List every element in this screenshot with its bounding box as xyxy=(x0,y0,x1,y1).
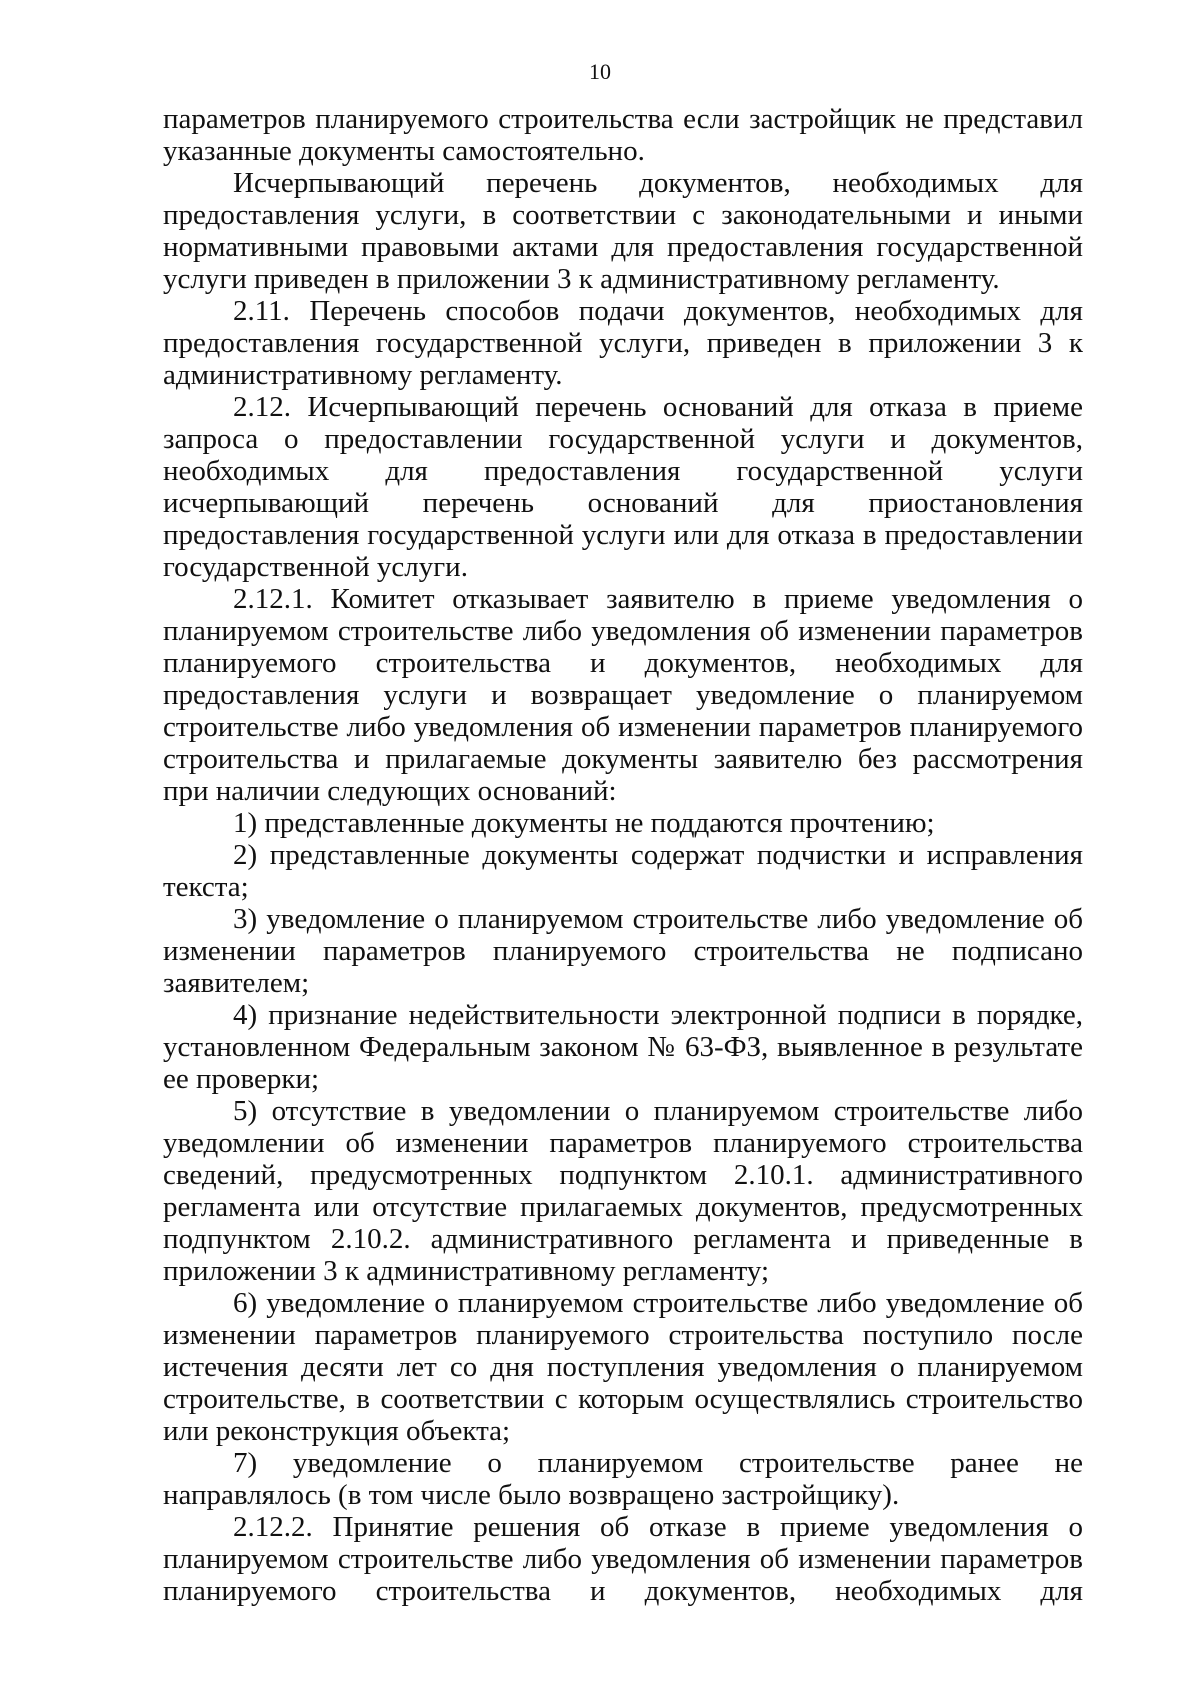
paragraph-continuation: параметров планируемого строительства если застройщик не представил указанные документы самостоятельно. xyxy=(163,103,1083,167)
list-item-4: 4) признание недействительности электронной подписи в порядке, установленном Федеральным законом № 63-ФЗ, выявленное в результате ее проверки; xyxy=(163,999,1083,1095)
list-item-6: 6) уведомление о планируемом строительстве либо уведомление об изменении параметров планируемого строительства поступило после истечения десяти лет со дня поступления уведомления о планируемом строительстве, в соответствии с которым осуществлялись строительство или реконструкция объекта; xyxy=(163,1287,1083,1447)
list-item-2: 2) представленные документы содержат подчистки и исправления текста; xyxy=(163,839,1083,903)
list-item-3: 3) уведомление о планируемом строительстве либо уведомление об изменении параметров планируемого строительства не подписано заявителем; xyxy=(163,903,1083,999)
list-item-1: 1) представленные документы не поддаются прочтению; xyxy=(233,807,935,839)
document-body xyxy=(163,103,1083,1607)
paragraph-documents-list: Исчерпывающий перечень документов, необходимых для предоставления услуги, в соответствии с законодательными и иными нормативными правовыми актами для предоставления государственной услуги приведен в приложении 3 к административному регламенту. xyxy=(163,167,1083,295)
paragraph-2-11: 2.11. Перечень способов подачи документов, необходимых для предоставления государственной услуги, приведен в приложении 3 к административному регламенту. xyxy=(163,295,1083,391)
paragraph-2-12-1: 2.12.1. Комитет отказывает заявителю в приеме уведомления о планируемом строительстве либо уведомления об изменении параметров планируемого строительства и документов, необходимых для предоставления услуги и возвращает уведомление о планируемом строительстве либо уведомления об изменении параметров планируемого строительства и прилагаемые документы заявителю без рассмотрения при наличии следующих оснований: xyxy=(163,583,1083,807)
paragraph-2-12-2: 2.12.2. Принятие решения об отказе в приеме уведомления о планируемом строительстве либо уведомления об изменении параметров планируемого строительства и документов, необходимых для xyxy=(163,1511,1083,1607)
paragraph-2-12: 2.12. Исчерпывающий перечень оснований для отказа в приеме запроса о предоставлении государственной услуги и документов, необходимых для предоставления государственной услуги исчерпывающий перечень оснований для приостановления предоставления государственной услуги или для отказа в предоставлении государственной услуги. xyxy=(163,391,1083,583)
list-item-5: 5) отсутствие в уведомлении о планируемом строительстве либо уведомлении об изменении параметров планируемого строительства сведений, предусмотренных подпунктом 2.10.1. административного регламента или отсутствие прилагаемых документов, предусмотренных подпунктом 2.10.2. административного регламента и приведенные в приложении 3 к административному регламенту; xyxy=(163,1095,1083,1287)
page-number: 10 xyxy=(589,59,611,84)
list-item-7: 7) уведомление о планируемом строительстве ранее не направлялось (в том числе было возвращено застройщику). xyxy=(163,1447,1083,1511)
